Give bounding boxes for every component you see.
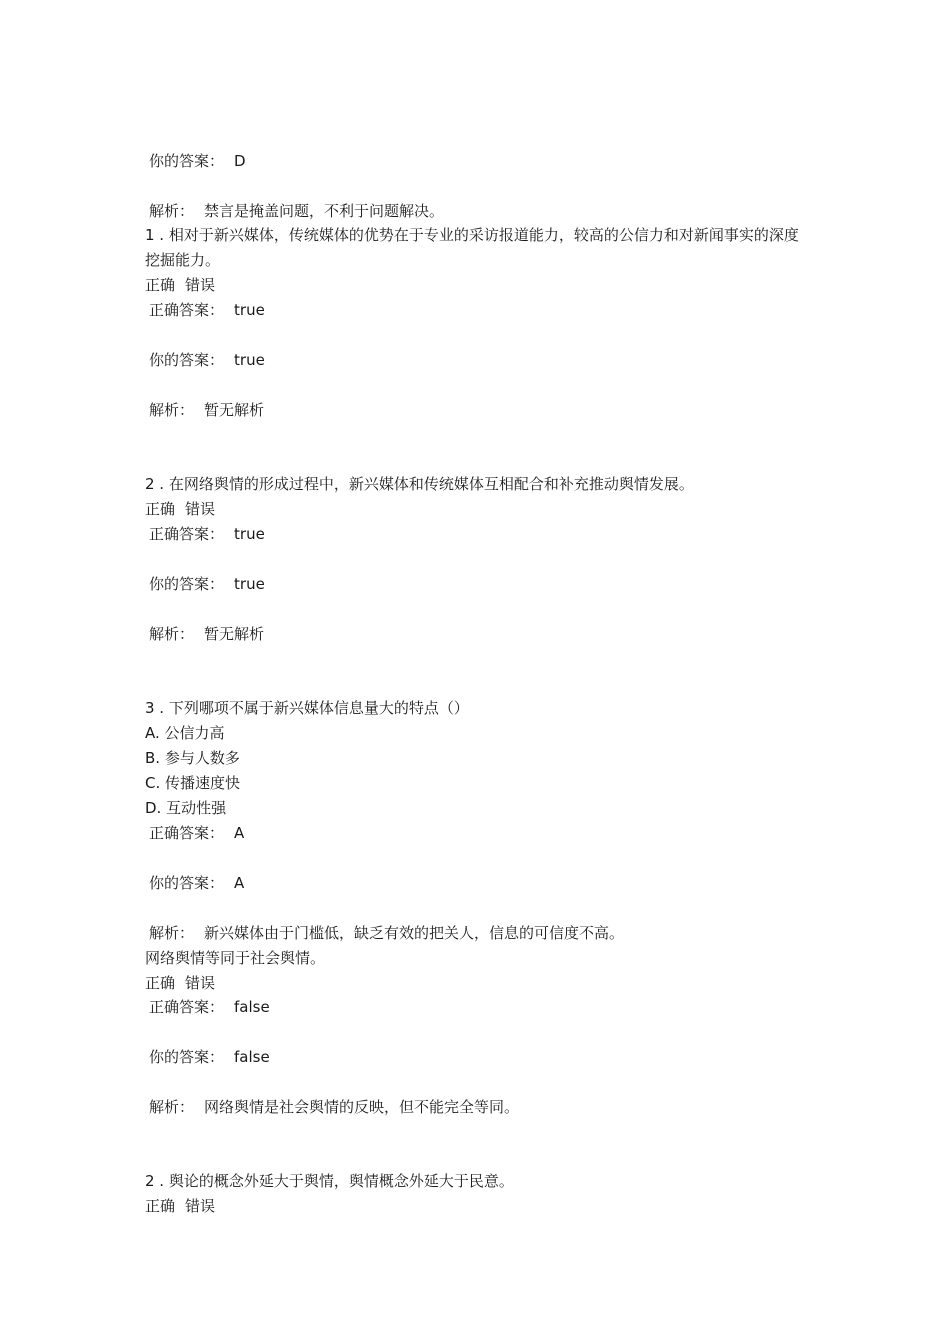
your-answer-value: A xyxy=(234,874,245,892)
correct-answer-label: 正确答案： xyxy=(149,824,225,842)
your-answer-label: 你的答案： xyxy=(149,874,225,892)
analysis-line xyxy=(149,399,264,421)
your-answer-line xyxy=(149,349,265,371)
your-answer-label: 你的答案： xyxy=(149,1048,225,1066)
question-text: 2 . 舆论的概念外延大于舆情，舆情概念外延大于民意。 xyxy=(145,1172,514,1190)
correct-answer-line xyxy=(149,822,244,844)
correct-answer-line xyxy=(149,299,265,321)
correct-answer-value: false xyxy=(234,998,270,1016)
option-c[interactable]: C. 传播速度快 xyxy=(145,774,241,792)
correct-answer-line xyxy=(149,996,270,1018)
your-answer-value: true xyxy=(234,351,265,369)
correct-answer-label: 正确答案： xyxy=(149,301,225,319)
your-answer-value: D xyxy=(234,152,246,170)
option-true[interactable]: 正确 xyxy=(145,1197,176,1215)
options-line xyxy=(145,274,215,296)
analysis-line xyxy=(149,623,264,645)
correct-answer-label: 正确答案： xyxy=(149,525,225,543)
your-answer-value: true xyxy=(234,575,265,593)
option-true[interactable]: 正确 xyxy=(145,276,176,294)
options-line xyxy=(145,1195,215,1217)
analysis-label: 解析： xyxy=(149,401,195,419)
correct-answer-value: true xyxy=(234,525,265,543)
analysis-value: 禁言是掩盖问题，不利于问题解决。 xyxy=(204,202,445,220)
options-line xyxy=(145,972,215,994)
correct-answer-value: A xyxy=(234,824,245,842)
your-answer-value: false xyxy=(234,1048,270,1066)
option-false[interactable]: 错误 xyxy=(185,1197,216,1215)
question-text: 网络舆情等同于社会舆情。 xyxy=(145,949,326,967)
your-answer-line xyxy=(149,150,246,172)
option-a[interactable]: A. 公信力高 xyxy=(145,724,225,742)
analysis-label: 解析： xyxy=(149,924,195,942)
analysis-label: 解析： xyxy=(149,1098,195,1116)
question-text: 3 . 下列哪项不属于新兴媒体信息量大的特点（） xyxy=(145,699,469,717)
analysis-line xyxy=(149,1096,519,1118)
your-answer-label: 你的答案： xyxy=(149,152,225,170)
your-answer-line xyxy=(149,1046,270,1068)
correct-answer-value: true xyxy=(234,301,265,319)
analysis-value: 暂无解析 xyxy=(204,401,265,419)
correct-answer-line xyxy=(149,523,265,545)
analysis-value: 暂无解析 xyxy=(204,625,265,643)
your-answer-label: 你的答案： xyxy=(149,351,225,369)
option-true[interactable]: 正确 xyxy=(145,500,176,518)
option-false[interactable]: 错误 xyxy=(185,974,216,992)
your-answer-label: 你的答案： xyxy=(149,575,225,593)
question-text: 2 . 在网络舆情的形成过程中，新兴媒体和传统媒体互相配合和补充推动舆情发展。 xyxy=(145,475,694,493)
analysis-line xyxy=(149,922,624,944)
analysis-line xyxy=(149,200,444,222)
option-false[interactable]: 错误 xyxy=(185,500,216,518)
question-text: 1 . 相对于新兴媒体，传统媒体的优势在于专业的采访报道能力，较高的公信力和对新闻事实的深度挖掘能力。 xyxy=(145,226,799,269)
correct-answer-label: 正确答案： xyxy=(149,998,225,1016)
analysis-value: 网络舆情是社会舆情的反映，但不能完全等同。 xyxy=(204,1098,520,1116)
options-line xyxy=(145,498,215,520)
analysis-label: 解析： xyxy=(149,625,195,643)
analysis-label: 解析： xyxy=(149,202,195,220)
option-true[interactable]: 正确 xyxy=(145,974,176,992)
option-false[interactable]: 错误 xyxy=(185,276,216,294)
option-d[interactable]: D. 互动性强 xyxy=(145,799,227,817)
option-b[interactable]: B. 参与人数多 xyxy=(145,749,240,767)
your-answer-line xyxy=(149,872,244,894)
analysis-value: 新兴媒体由于门槛低，缺乏有效的把关人，信息的可信度不高。 xyxy=(204,924,625,942)
your-answer-line xyxy=(149,573,265,595)
